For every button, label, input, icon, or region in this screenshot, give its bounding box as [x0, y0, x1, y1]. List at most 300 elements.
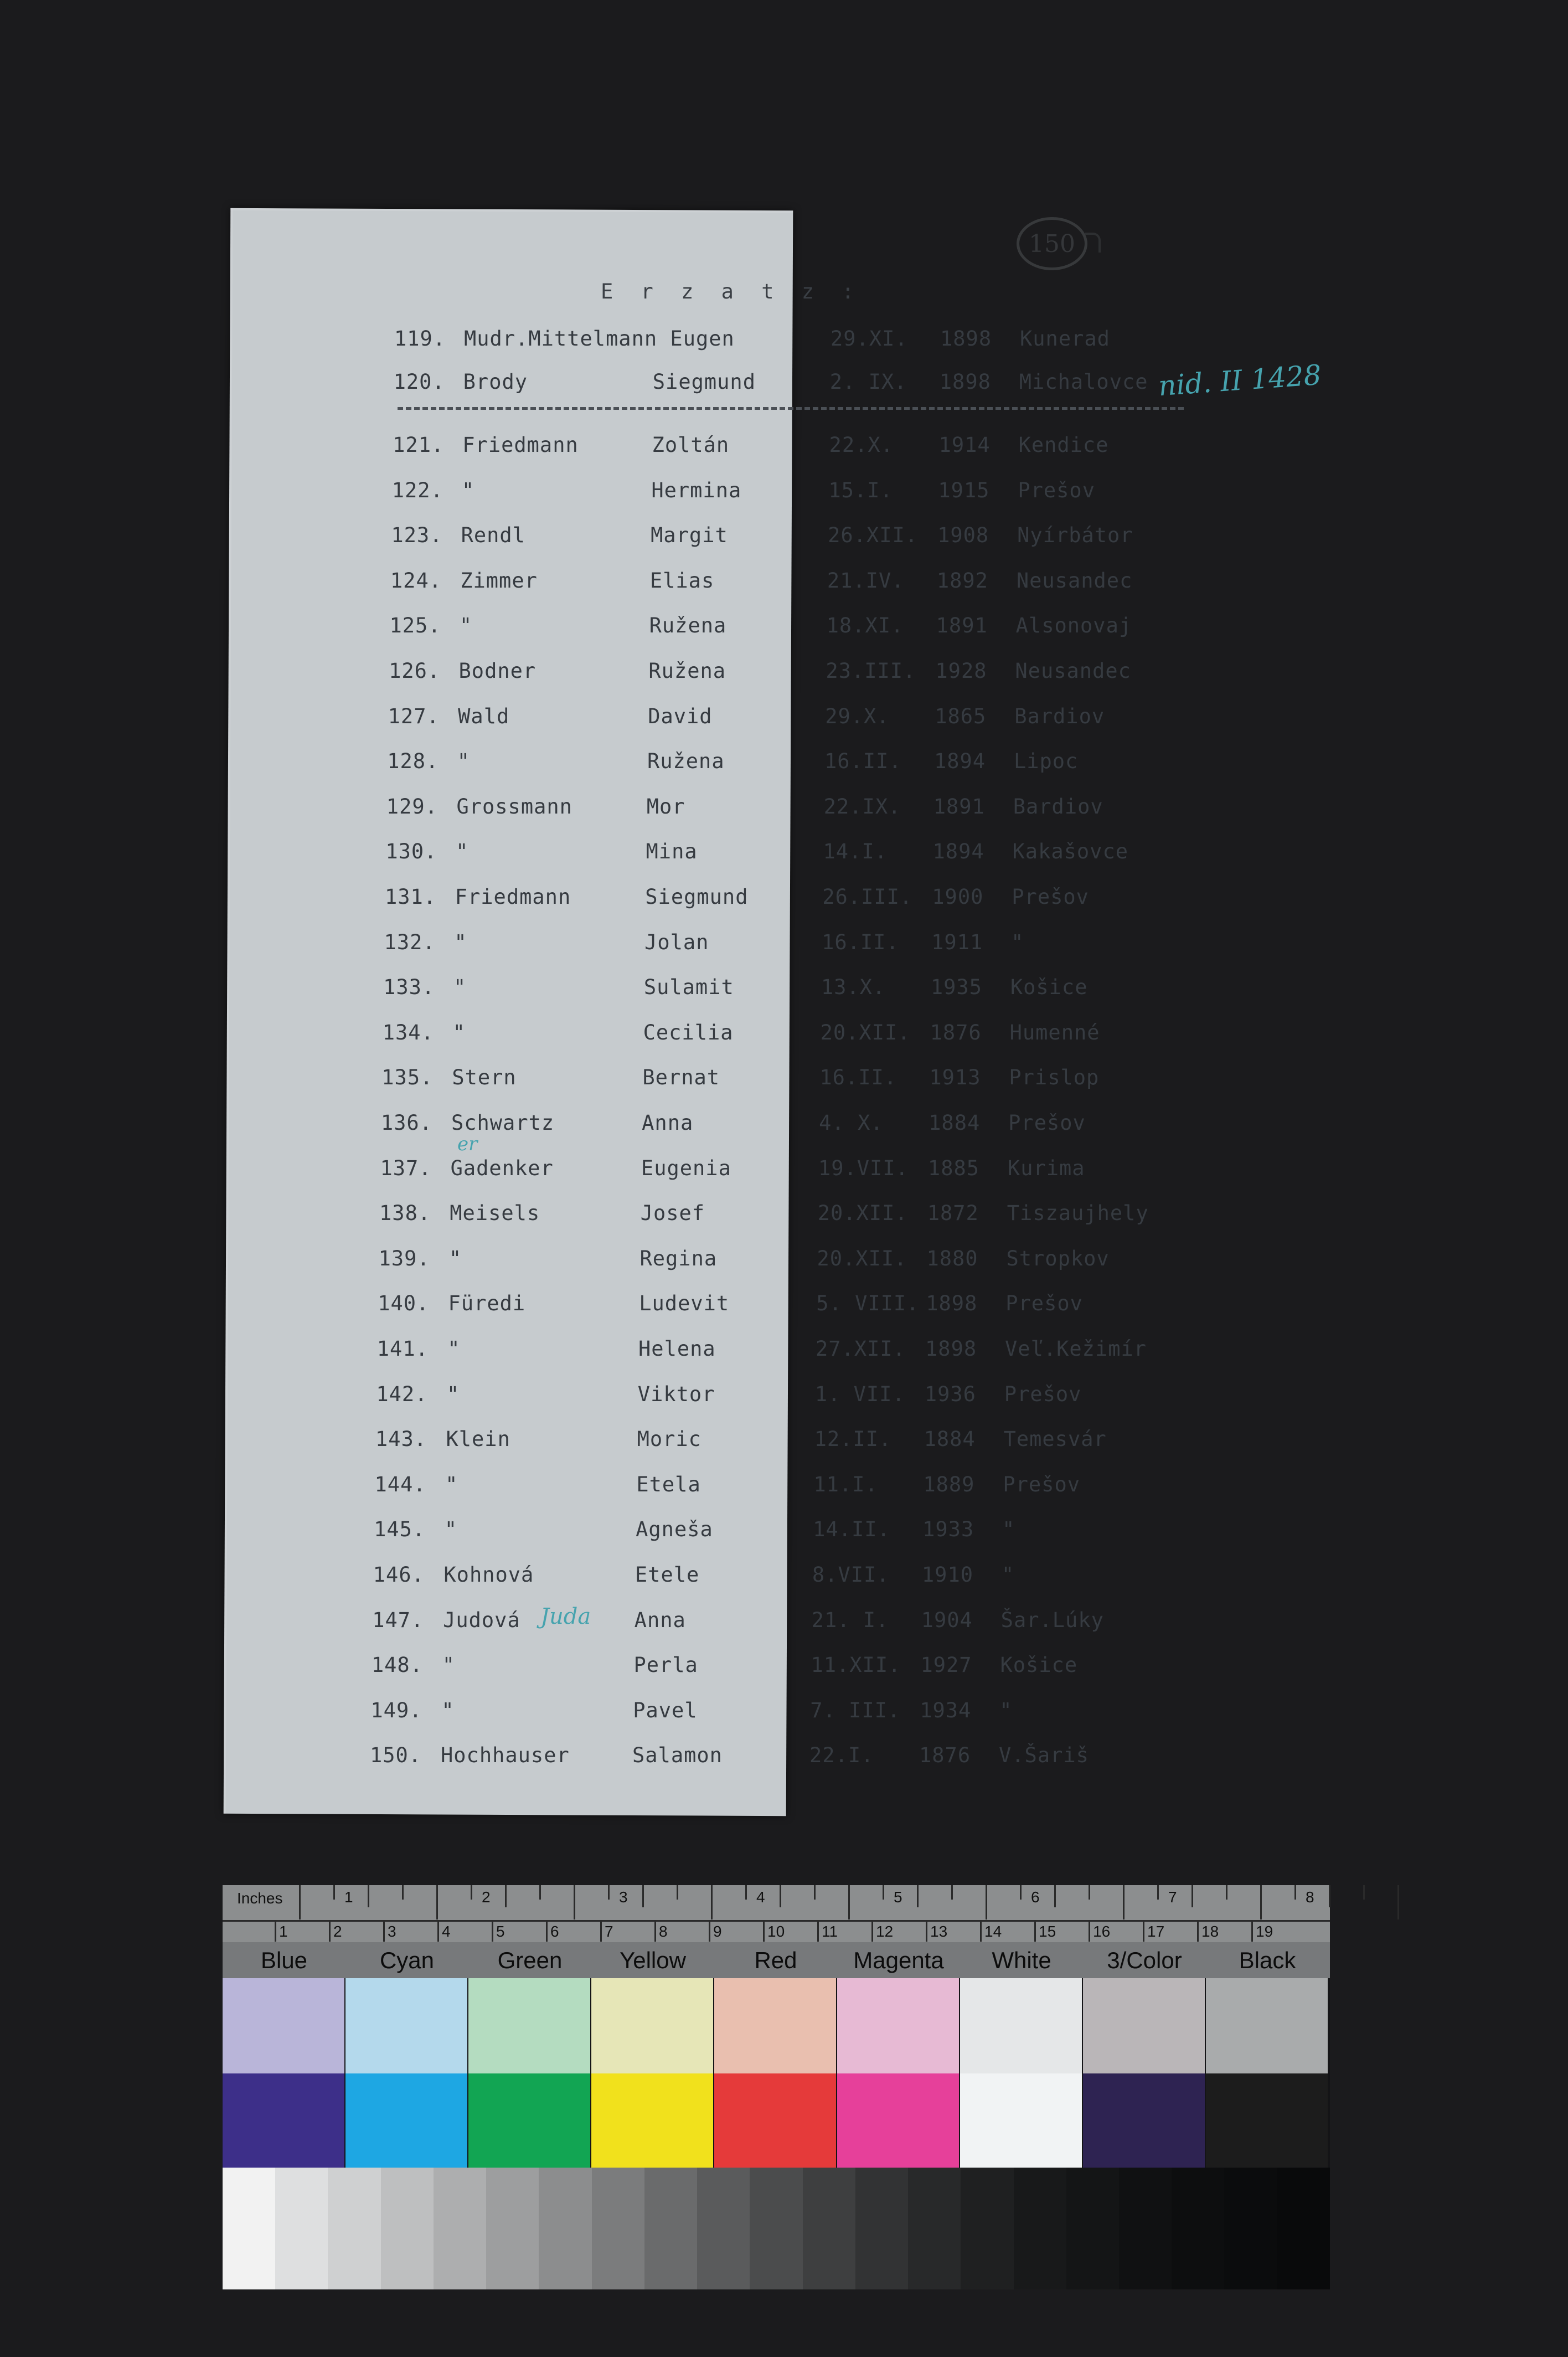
gray-step-swatch [908, 2168, 961, 2289]
row-number: 149. [370, 1698, 422, 1722]
color-label-row [223, 1942, 1330, 1978]
row-birth-place: Košice [1010, 975, 1088, 1000]
row-birth-place: " [1001, 1563, 1015, 1587]
row-surname: Friedmann [462, 433, 579, 457]
row-number: 134. [382, 1020, 434, 1044]
row-number: 145. [374, 1517, 426, 1542]
stamp-mark [1085, 233, 1101, 253]
ruler-tick [1260, 1885, 1262, 1919]
color-swatch-dark [345, 2073, 467, 2168]
row-number: 146. [373, 1563, 425, 1587]
ruler-inch-label: 1 [344, 1888, 353, 1906]
row-birth-date: 21. I. [811, 1608, 889, 1632]
ruler-cm-label: 14 [984, 1923, 1002, 1940]
gray-step-swatch [275, 2168, 328, 2289]
row-birth-place: Veľ.Kežimír [1005, 1337, 1147, 1361]
ruler-cm-tick [1143, 1922, 1144, 1942]
row-birth-place: Neusandec [1015, 659, 1131, 683]
row-number: 137. [380, 1156, 432, 1180]
row-surname: " [442, 1653, 455, 1677]
row-birth-place: Temesvár [1003, 1427, 1107, 1452]
color-swatch-dark [223, 2073, 344, 2168]
row-number: 122. [391, 478, 443, 502]
gray-step-swatch [223, 2168, 275, 2289]
ruler-cm-label: 3 [388, 1923, 396, 1940]
row-given-name: Pavel [633, 1698, 698, 1722]
gray-step-swatch [1224, 2168, 1277, 2289]
row-surname: Grossmann [456, 794, 572, 819]
row-surname: Wald [458, 704, 510, 728]
row-birth-place: Lipoc [1013, 749, 1079, 774]
row-number: 147. [372, 1608, 424, 1632]
ruler-tick [711, 1885, 713, 1919]
row-given-name: Helena [638, 1337, 716, 1361]
ruler-tick [1397, 1885, 1399, 1919]
row-birth-place: Prislop [1009, 1066, 1100, 1090]
ruler-cm-tick [709, 1922, 710, 1942]
color-swatch-dark [591, 2073, 713, 2168]
row-birth-date: 11.XII. [811, 1653, 901, 1677]
ruler-tick [402, 1885, 404, 1900]
color-swatch-light [960, 1978, 1082, 2073]
row-birth-date: 26.XII. [828, 523, 919, 548]
gray-step-swatch [1066, 2168, 1119, 2289]
separator-line [398, 407, 1184, 410]
ruler-cm-tick [1251, 1922, 1253, 1942]
row-birth-year: 1934 [920, 1698, 972, 1722]
color-label: Green [497, 1947, 563, 1973]
color-label: Red [754, 1947, 797, 1973]
color-swatch-light [1083, 1978, 1205, 2073]
gray-step-swatch [1119, 2168, 1172, 2289]
gray-step-swatch [486, 2168, 539, 2289]
row-birth-place: Šar.Lúky [1000, 1608, 1104, 1632]
ruler-tick [814, 1885, 816, 1900]
row-birth-place: Tiszaujhely [1007, 1201, 1149, 1226]
row-birth-year: 1872 [927, 1201, 979, 1226]
row-birth-place: Bardiov [1014, 704, 1105, 728]
ruler-tick [608, 1885, 610, 1900]
row-given-name: Regina [639, 1246, 718, 1270]
row-birth-date: 14.I. [823, 840, 888, 864]
color-swatch-light [1206, 1978, 1328, 2073]
row-given-name: Agneša [636, 1517, 713, 1542]
row-birth-place: Kendice [1018, 433, 1109, 457]
row-birth-date: 1. VII. [814, 1382, 905, 1406]
ruler-tick [1123, 1885, 1125, 1919]
ruler-inch-label: 4 [756, 1888, 765, 1906]
color-swatch-dark [837, 2073, 959, 2168]
color-swatch-light [591, 1978, 713, 2073]
ruler-divider [223, 1920, 1330, 1922]
ruler-cm-label: 16 [1093, 1923, 1111, 1940]
row-birth-date: 19.VII. [818, 1156, 909, 1180]
row-given-name: Margit [651, 523, 728, 548]
ruler-tick [574, 1885, 575, 1919]
ruler-tick [1363, 1885, 1365, 1900]
row-birth-place: Prešov [1018, 478, 1095, 502]
ruler-tick [436, 1885, 438, 1919]
row-given-name: Salamon [632, 1743, 723, 1768]
row-surname: " [457, 749, 471, 774]
ruler-inch-label: 7 [1168, 1888, 1177, 1906]
row-given-name: Moric [637, 1427, 702, 1452]
color-label: Black [1239, 1947, 1296, 1973]
row-birth-year: 1898 [940, 327, 992, 351]
ruler-cm-label: 1 [279, 1923, 288, 1940]
row-birth-year: 1915 [938, 478, 990, 502]
ruler-cm-tick [1197, 1922, 1199, 1942]
row-birth-year: 1936 [924, 1382, 976, 1406]
ruler-tick [1020, 1885, 1022, 1900]
ruler-tick [299, 1885, 301, 1919]
sheet-edge [230, 208, 793, 213]
ruler-tick [1157, 1885, 1159, 1900]
row-surname: Hochhauser [441, 1743, 570, 1768]
ruler-cm-tick [492, 1922, 493, 1942]
row-birth-date: 27.XII. [816, 1337, 906, 1361]
ruler-cm-label: 19 [1256, 1923, 1273, 1940]
row-birth-date: 20.XII. [817, 1201, 908, 1226]
gray-step-swatch [855, 2168, 908, 2289]
ruler-cm-tick [275, 1922, 276, 1942]
color-label: White [992, 1947, 1051, 1973]
row-birth-date: 5. VIII. [816, 1291, 920, 1316]
grayscale-row [223, 2168, 1330, 2289]
row-birth-year: 1904 [921, 1608, 973, 1632]
row-surname: " [461, 478, 475, 502]
row-birth-year: 1900 [932, 885, 984, 909]
row-birth-place: " [1002, 1517, 1015, 1542]
ruler-cm-label: 2 [333, 1923, 342, 1940]
ruler-tick [677, 1885, 678, 1900]
row-given-name: Ružena [647, 749, 725, 774]
color-calibration-card [223, 1885, 1330, 2289]
row-surname: Kohnová [443, 1563, 534, 1587]
row-birth-date: 18.XI. [826, 614, 904, 638]
row-given-name: Eugenia [641, 1156, 731, 1180]
gray-step-swatch [803, 2168, 855, 2289]
row-birth-date: 11.I. [813, 1472, 878, 1496]
ruler-cm-tick [980, 1922, 982, 1942]
row-birth-place: " [999, 1698, 1013, 1722]
row-birth-place: Kakašovce [1012, 840, 1128, 864]
light-swatch-row [223, 1978, 1330, 2073]
row-birth-date: 7. III. [810, 1698, 901, 1722]
ruler-cm-tick [383, 1922, 385, 1942]
ruler-cm-tick [871, 1922, 873, 1942]
ruler-tick [780, 1885, 781, 1907]
row-birth-year: 1908 [937, 523, 989, 548]
row-birth-year: 1927 [920, 1653, 972, 1677]
row-given-name: Siegmund [645, 885, 749, 909]
ruler-inch-label: 6 [1031, 1888, 1040, 1906]
row-birth-date: 16.II. [824, 749, 902, 774]
gray-step-swatch [328, 2168, 380, 2289]
row-surname: " [447, 1337, 461, 1361]
row-number: 142. [376, 1382, 428, 1406]
ruler-cm-label: 6 [550, 1923, 559, 1940]
row-given-name: Josef [640, 1201, 705, 1226]
row-birth-date: 14.II. [813, 1517, 890, 1542]
gray-step-swatch [1172, 2168, 1224, 2289]
row-number: 131. [384, 885, 437, 909]
row-surname: " [448, 1246, 462, 1270]
row-birth-date: 16.II. [822, 930, 899, 954]
gray-step-swatch [697, 2168, 750, 2289]
row-number: 121. [393, 433, 445, 457]
row-birth-year: 1913 [929, 1066, 981, 1090]
row-birth-date: 22.I. [809, 1743, 874, 1768]
ruler-cm-tick [437, 1922, 439, 1942]
row-surname: Klein [446, 1427, 510, 1452]
row-surname: Stern [452, 1066, 517, 1090]
row-birth-place: Nyírbátor [1017, 523, 1133, 548]
ruler-tick [471, 1885, 472, 1900]
row-given-name: Anna [642, 1111, 694, 1135]
dark-swatch-row [223, 2073, 1330, 2168]
row-number: 133. [383, 975, 435, 1000]
row-surname: " [441, 1698, 455, 1722]
document-heading: E r z a t z : [601, 280, 862, 303]
row-birth-year: 1911 [931, 930, 983, 954]
row-given-name: Ružena [649, 614, 727, 638]
row-birth-year: 1898 [925, 1337, 977, 1361]
row-birth-year: 1865 [935, 704, 987, 728]
row-number: 126. [389, 659, 441, 683]
row-number: 143. [375, 1427, 427, 1452]
row-birth-date: 16.II. [819, 1066, 898, 1090]
ruler-cm-tick [654, 1922, 656, 1942]
color-swatch-light [223, 1978, 344, 2073]
row-given-name: Bernat [642, 1066, 720, 1090]
row-birth-year: 1876 [930, 1020, 982, 1044]
row-surname: " [445, 1472, 458, 1496]
sheet-edge [224, 208, 233, 1814]
gray-step-swatch [381, 2168, 434, 2289]
row-given-name: David [648, 704, 713, 728]
row-surname: Bodner [458, 659, 537, 683]
row-surname: Schwartz [451, 1111, 555, 1135]
ruler-inch-label: 8 [1306, 1888, 1314, 1906]
row-given-name: Zoltán [652, 433, 730, 457]
ruler-tick [951, 1885, 953, 1900]
row-number: 125. [389, 614, 441, 638]
ruler-cm-label: 15 [1039, 1923, 1056, 1940]
row-birth-year: 1894 [933, 749, 986, 774]
row-birth-date: 21.IV. [827, 568, 905, 593]
page-number: 150 [1029, 229, 1075, 258]
handwritten-note: Juda [540, 1604, 591, 1629]
row-birth-date: 15.I. [828, 478, 893, 502]
row-given-name: Perla [633, 1653, 698, 1677]
handwritten-margin-note: nid. II 1428 [1157, 358, 1323, 403]
ruler-cm-tick [817, 1922, 819, 1942]
row-birth-year: 1891 [936, 614, 988, 638]
row-number: 130. [385, 840, 437, 864]
row-number: 119. [394, 327, 446, 351]
row-birth-year: 1889 [923, 1472, 975, 1496]
row-given-name: Mina [646, 840, 698, 864]
row-number: 129. [386, 794, 438, 819]
ruler-cm-label: 11 [822, 1923, 838, 1940]
page-number-stamp [1017, 217, 1087, 270]
gray-step-swatch [539, 2168, 591, 2289]
ruler-tick [917, 1885, 919, 1907]
ruler-tick [986, 1885, 987, 1919]
row-number: 128. [387, 749, 439, 774]
row-birth-place: Stropkov [1006, 1246, 1110, 1270]
ruler-cm-tick [600, 1922, 602, 1942]
row-birth-year: 1876 [919, 1743, 971, 1768]
row-birth-place: Prešov [1004, 1382, 1082, 1406]
row-number: 127. [388, 704, 440, 728]
row-given-name: Etele [635, 1563, 700, 1587]
ruler-inch-label: 5 [894, 1888, 902, 1906]
row-birth-date: 22.IX. [823, 794, 901, 819]
color-label: Yellow [620, 1947, 686, 1973]
ruler-cm-tick [1034, 1922, 1036, 1942]
row-birth-place: Humenné [1009, 1020, 1100, 1044]
ruler-tick [1192, 1885, 1193, 1907]
gray-step-swatch [750, 2168, 802, 2289]
row-surname: Rendl [461, 523, 525, 548]
ruler-tick [745, 1885, 747, 1900]
row-surname: Füredi [448, 1291, 526, 1316]
row-number: 150. [370, 1743, 422, 1768]
row-surname: Gadenker [450, 1156, 554, 1180]
gray-step-swatch [1277, 2168, 1330, 2289]
row-given-name: Ružena [648, 659, 726, 683]
color-swatch-dark [468, 2073, 590, 2168]
row-surname: Brody [463, 370, 528, 394]
row-given-name: Etela [636, 1472, 701, 1496]
color-swatch-light [345, 1978, 467, 2073]
row-birth-date: 29.XI. [831, 327, 908, 351]
row-number: 136. [380, 1111, 432, 1135]
row-birth-date: 23.III. [826, 659, 916, 683]
row-given-name: Cecilia [643, 1020, 734, 1044]
row-birth-place: V.Šariš [999, 1743, 1089, 1768]
row-birth-year: 1898 [926, 1291, 978, 1316]
row-birth-place: Prešov [1008, 1111, 1086, 1135]
row-number: 135. [381, 1066, 434, 1090]
row-birth-year: 1885 [927, 1156, 980, 1180]
color-swatch-dark [1083, 2073, 1205, 2168]
row-given-name: Anna [634, 1608, 686, 1632]
row-birth-place: Košice [1000, 1653, 1078, 1677]
row-surname: " [459, 614, 473, 638]
row-birth-place: Neusandec [1016, 568, 1133, 593]
row-birth-year: 1933 [922, 1517, 974, 1542]
row-surname: " [456, 840, 469, 864]
row-birth-date: 2. IX. [829, 370, 907, 394]
row-surname: Zimmer [460, 568, 538, 593]
row-surname: Meisels [450, 1201, 540, 1226]
ruler-cm-tick [329, 1922, 331, 1942]
row-given-name: Hermina [651, 478, 742, 502]
row-surname: Mudr.Mittelmann Eugen [464, 327, 735, 351]
ruler-tick [642, 1885, 644, 1907]
row-birth-place: Kunerad [1020, 327, 1110, 351]
row-birth-date: 22.X. [829, 433, 894, 457]
row-birth-place: Alsonovaj [1015, 614, 1132, 638]
color-swatch-dark [960, 2073, 1082, 2168]
row-birth-year: 1898 [939, 370, 991, 394]
ruler-cm-label: 13 [930, 1923, 948, 1940]
color-label: Cyan [379, 1947, 435, 1973]
row-given-name: Siegmund [652, 370, 756, 394]
row-birth-date: 12.II. [814, 1427, 892, 1452]
color-swatch-dark [714, 2073, 836, 2168]
gray-step-swatch [644, 2168, 697, 2289]
row-birth-place: Michalovce [1019, 370, 1148, 394]
handwritten-insert: er [457, 1133, 478, 1155]
color-swatch-light [468, 1978, 590, 2073]
row-birth-date: 20.XII. [817, 1246, 907, 1270]
row-surname: " [452, 1020, 466, 1044]
ruler-tick [1329, 1885, 1330, 1907]
ruler-cm-label: 5 [496, 1923, 505, 1940]
row-birth-year: 1894 [932, 840, 984, 864]
row-number: 124. [390, 568, 442, 593]
row-number: 123. [391, 523, 443, 548]
ruler-cm-label: 4 [442, 1923, 451, 1940]
gray-step-swatch [592, 2168, 644, 2289]
row-surname: Friedmann [455, 885, 571, 909]
row-given-name: Ludevit [639, 1291, 730, 1316]
color-label: Magenta [853, 1947, 944, 1973]
row-number: 132. [384, 930, 436, 954]
row-number: 138. [379, 1201, 431, 1226]
row-birth-year: 1891 [933, 794, 985, 819]
ruler-tick [368, 1885, 369, 1907]
row-given-name: Jolan [644, 930, 709, 954]
ruler-tick [1089, 1885, 1090, 1900]
color-swatch-light [714, 1978, 836, 2073]
row-birth-date: 8.VII. [812, 1563, 890, 1587]
ruler-tick [1294, 1885, 1296, 1900]
row-birth-date: 4. X. [819, 1111, 884, 1135]
row-birth-date: 20.XII. [820, 1020, 911, 1044]
ruler-cm-label: 18 [1201, 1923, 1219, 1940]
color-label: 3/Color [1107, 1947, 1182, 1973]
row-birth-year: 1892 [936, 568, 988, 593]
row-given-name: Viktor [637, 1382, 715, 1406]
row-birth-year: 1935 [930, 975, 982, 1000]
ruler-tick [883, 1885, 884, 1900]
ruler-cm-tick [546, 1922, 548, 1942]
row-birth-year: 1910 [921, 1563, 973, 1587]
ruler-tick [1226, 1885, 1227, 1900]
ruler-cm-label: 9 [713, 1923, 722, 1940]
row-birth-year: 1914 [938, 433, 991, 457]
color-label: Blue [260, 1947, 308, 1973]
row-birth-date: 29.X. [825, 704, 890, 728]
ruler-unit-label: Inches [237, 1890, 283, 1907]
row-number: 140. [378, 1291, 430, 1316]
ruler-tick [539, 1885, 541, 1900]
ruler-cm-tick [763, 1922, 765, 1942]
row-given-name: Elias [649, 568, 715, 593]
row-birth-year: 1884 [929, 1111, 981, 1135]
row-surname: Judová [443, 1608, 520, 1632]
ruler-tick [505, 1885, 507, 1907]
row-number: 120. [393, 370, 445, 394]
ruler-tick [333, 1885, 335, 1900]
gray-step-swatch [961, 2168, 1013, 2289]
row-surname: " [446, 1382, 460, 1406]
